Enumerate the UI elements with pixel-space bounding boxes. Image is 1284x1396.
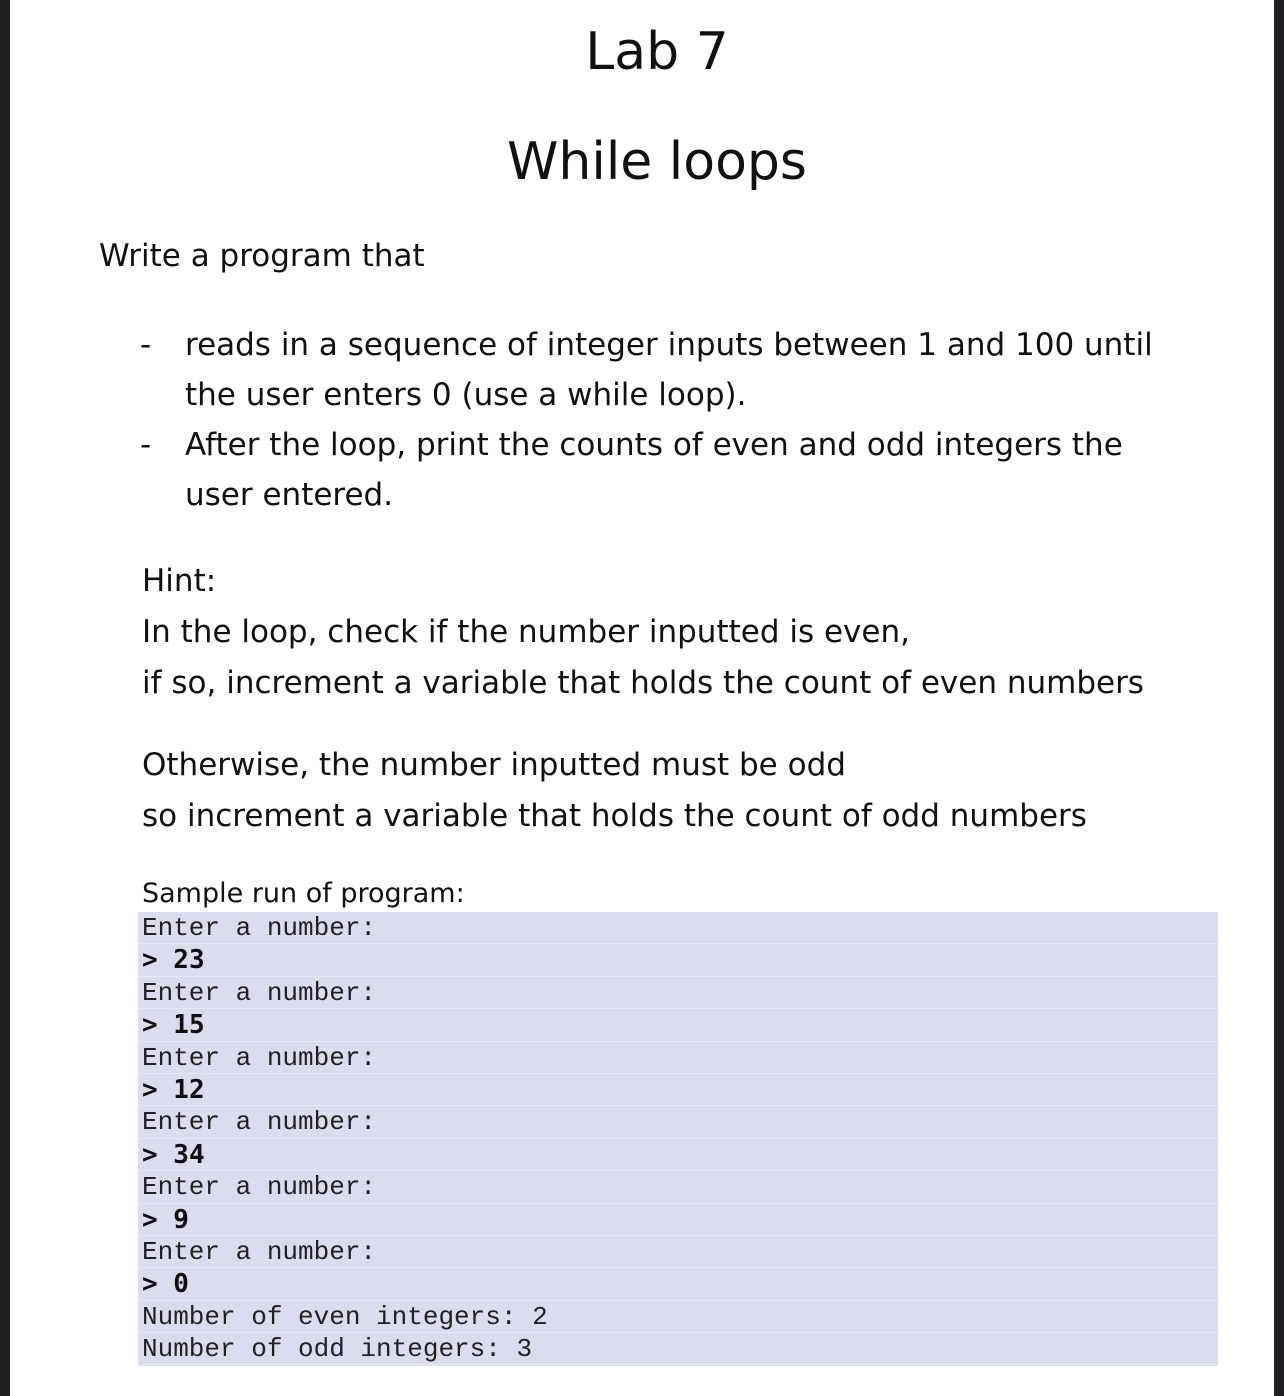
console-line-prompt: Enter a number: — [138, 1106, 1218, 1138]
document-page — [10, 0, 1274, 1396]
console-line-input: > 12 — [138, 1074, 1218, 1106]
requirements-list — [140, 320, 1180, 520]
sample-run-console — [138, 912, 1218, 1366]
list-item — [140, 420, 1180, 520]
hint-line: In the loop, check if the number inputted is even, — [142, 614, 910, 650]
list-item — [140, 320, 1180, 420]
console-line-input: > 15 — [138, 1009, 1218, 1041]
hint-label: Hint: — [142, 563, 217, 599]
hint-line: if so, increment a variable that holds the count of even numbers — [142, 665, 1144, 701]
console-line-prompt: Enter a number: — [138, 912, 1218, 944]
console-line-input: > 9 — [138, 1204, 1218, 1236]
hint-line: so increment a variable that holds the count of odd numbers — [142, 798, 1087, 834]
console-line-prompt: Enter a number: — [138, 1042, 1218, 1074]
hint-section-odd — [142, 740, 1087, 842]
page-title: Lab 7 — [585, 22, 729, 82]
hint-line: Otherwise, the number inputted must be odd — [142, 747, 846, 783]
sample-run-label: Sample run of program: — [142, 878, 465, 909]
hint-section — [142, 556, 1144, 709]
bullet-dash: - — [140, 327, 152, 363]
console-line-result: Number of even integers: 2 — [138, 1301, 1218, 1333]
page-subtitle: While loops — [507, 132, 807, 192]
console-line-prompt: Enter a number: — [138, 1236, 1218, 1268]
console-line-input: > 23 — [138, 944, 1218, 976]
requirement-text: reads in a sequence of integer inputs between 1 and 100 until the user enters 0 (use a while loop). — [185, 327, 1153, 413]
console-line-input: > 0 — [138, 1268, 1218, 1300]
console-line-prompt: Enter a number: — [138, 977, 1218, 1009]
console-line-input: > 34 — [138, 1139, 1218, 1171]
console-line-result: Number of odd integers: 3 — [138, 1333, 1218, 1365]
bullet-dash: - — [140, 427, 152, 463]
intro-text: Write a program that — [99, 238, 425, 274]
console-line-prompt: Enter a number: — [138, 1171, 1218, 1203]
requirement-text: After the loop, print the counts of even and odd integers the user entered. — [185, 427, 1123, 513]
